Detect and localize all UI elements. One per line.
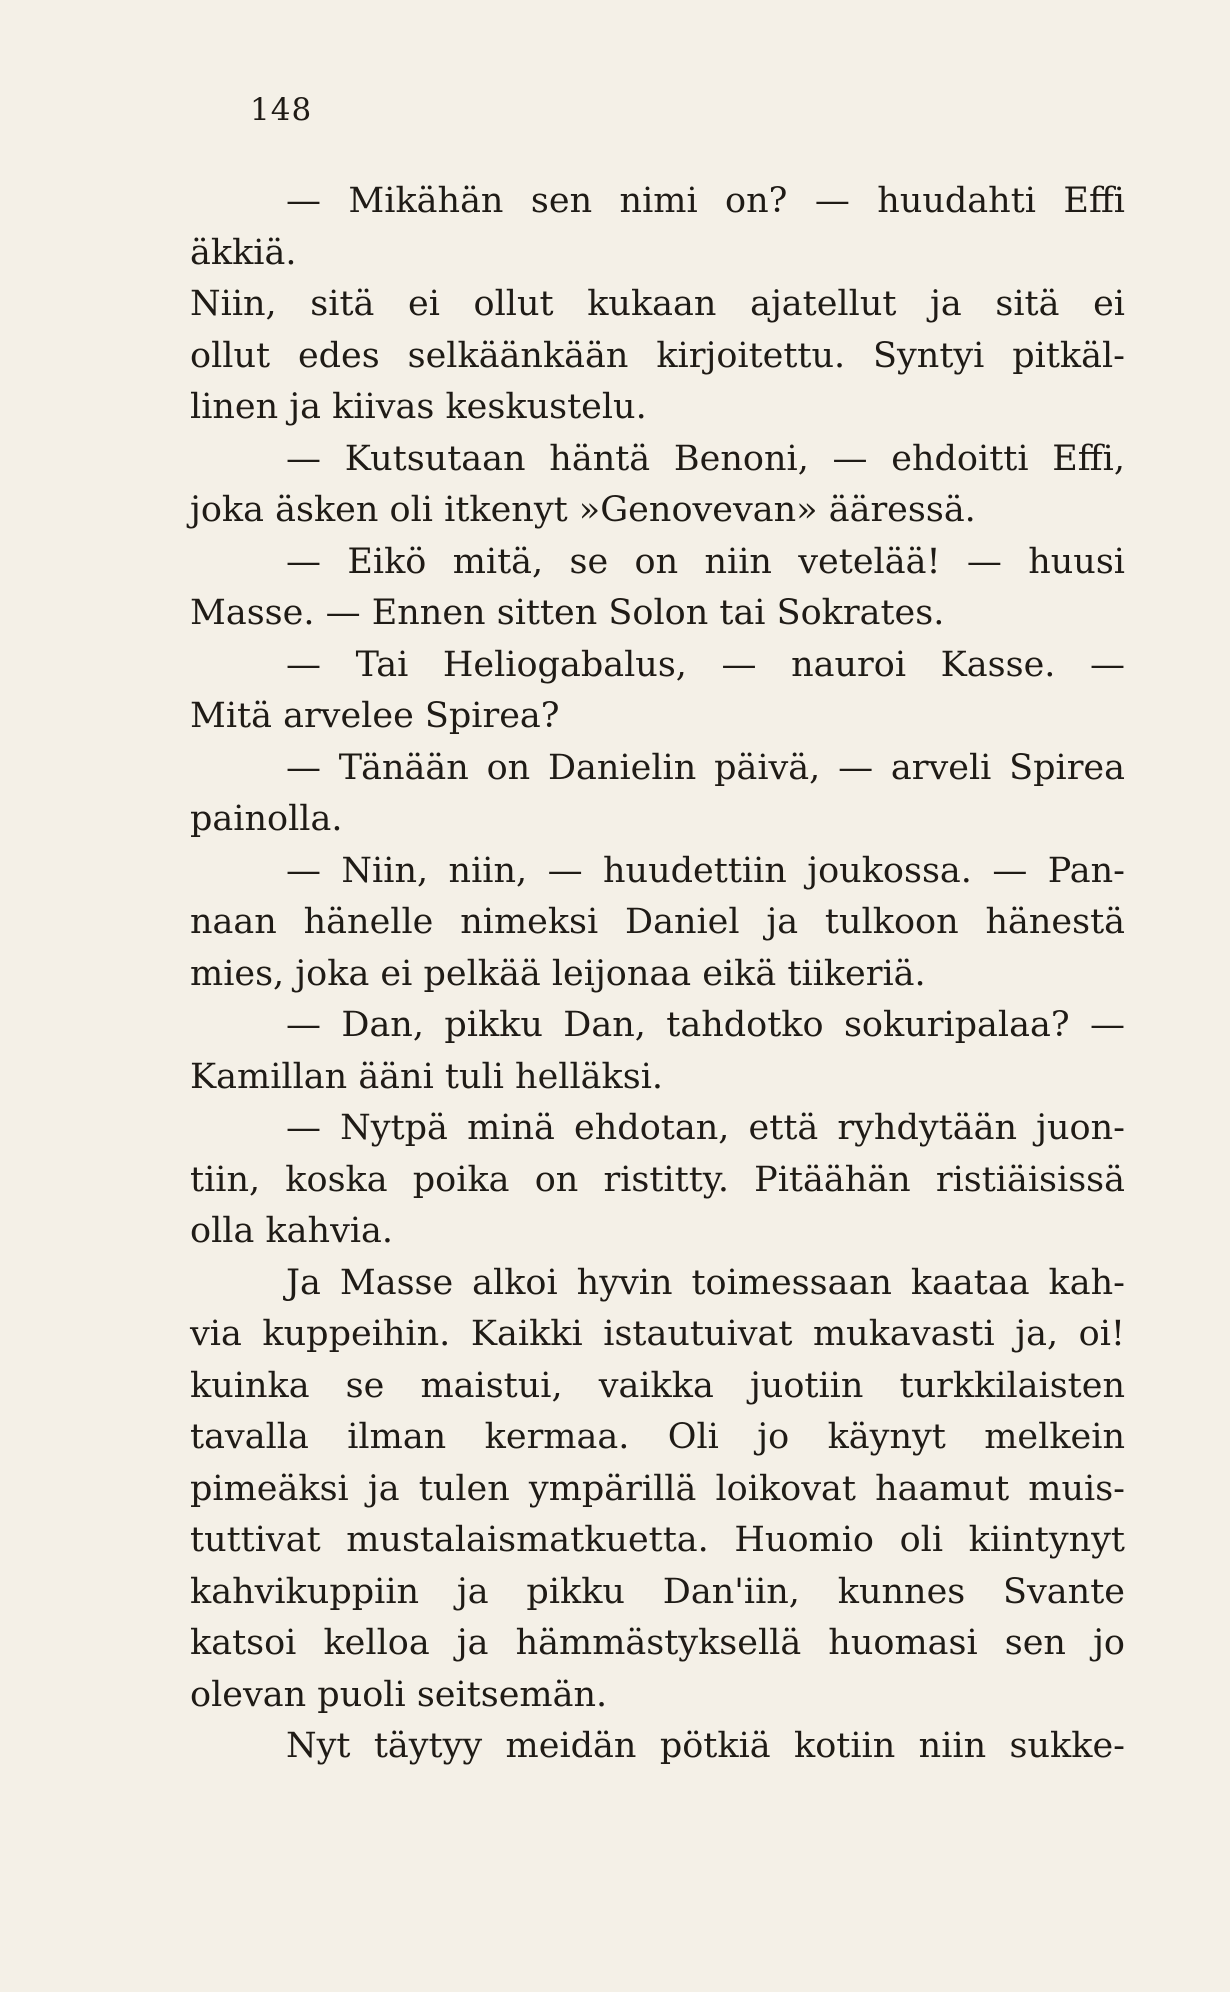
text-line: painolla. bbox=[190, 799, 343, 839]
text-line: tavalla ilman kermaa. Oli jo käynyt melkein bbox=[190, 1417, 1125, 1457]
text-line: linen ja kiivas keskustelu. bbox=[190, 387, 647, 427]
text-line: mies, joka ei pelkää leijonaa eikä tiikeriä. bbox=[190, 953, 926, 994]
text-line: — Tai Heliogabalus, — nauroi Kasse. — bbox=[286, 644, 1125, 685]
text-line: katsoi kelloa ja hämmästyksellä huomasi sen jo bbox=[190, 1623, 1125, 1663]
text-line: ollut edes selkäänkään kirjoitettu. Syntyi pitkäl- bbox=[190, 335, 1125, 376]
text-line: Niin, sitä ei ollut kukaan ajatellut ja sitä ei bbox=[190, 284, 1125, 324]
text-line: äkkiä. bbox=[190, 232, 297, 273]
text-line: — Mikähän sen nimi on? — huudahti Effi bbox=[286, 181, 1125, 221]
text-line: Ja Masse alkoi hyvin toimessaan kaataa kah- bbox=[286, 1262, 1125, 1303]
text-line: Mitä arvelee Spirea? bbox=[190, 696, 560, 736]
text-line: kahvikuppiin ja pikku Dan'iin, kunnes Svante bbox=[190, 1571, 1125, 1612]
text-line: — Eikö mitä, se on niin vetelää! — huusi bbox=[286, 541, 1125, 582]
text-line: olla kahvia. bbox=[190, 1211, 394, 1251]
text-line: Nyt täytyy meidän pötkiä kotiin niin sukke- bbox=[286, 1726, 1125, 1766]
text-line: joka äsken oli itkenyt »Genovevan» ääressä. bbox=[190, 490, 976, 530]
body-text bbox=[190, 176, 1125, 1773]
text-line: — Kutsutaan häntä Benoni, — ehdoitti Effi, bbox=[286, 438, 1125, 479]
text-line: — Nytpä minä ehdotan, että ryhdytään juon- bbox=[286, 1108, 1125, 1148]
text-line: via kuppeihin. Kaikki istautuivat mukavasti ja, oi! bbox=[190, 1314, 1125, 1354]
text-line: kuinka se maistui, vaikka juotiin turkkilaisten bbox=[190, 1365, 1125, 1406]
text-line: Kamillan ääni tuli helläksi. bbox=[190, 1056, 664, 1097]
text-line: tiin, koska poika on ristitty. Pitäähän ristiäisissä bbox=[190, 1159, 1125, 1200]
text-line: — Dan, pikku Dan, tahdotko sokuripalaa? — bbox=[286, 1005, 1125, 1045]
text-line: tuttivat mustalaismatkuetta. Huomio oli kiintynyt bbox=[190, 1520, 1125, 1560]
text-line: naan hänelle nimeksi Daniel ja tulkoon hänestä bbox=[190, 902, 1125, 942]
text-line: — Tänään on Danielin päivä, — arveli Spirea bbox=[286, 747, 1125, 788]
text-line: — Niin, niin, — huudettiin joukossa. — Pan- bbox=[286, 850, 1125, 891]
page-number: 148 bbox=[250, 92, 313, 128]
text-line: olevan puoli seitsemän. bbox=[190, 1674, 608, 1715]
text-line: Masse. — Ennen sitten Solon tai Sokrates. bbox=[190, 593, 945, 633]
text-line: pimeäksi ja tulen ympärillä loikovat haamut muis- bbox=[190, 1468, 1125, 1509]
